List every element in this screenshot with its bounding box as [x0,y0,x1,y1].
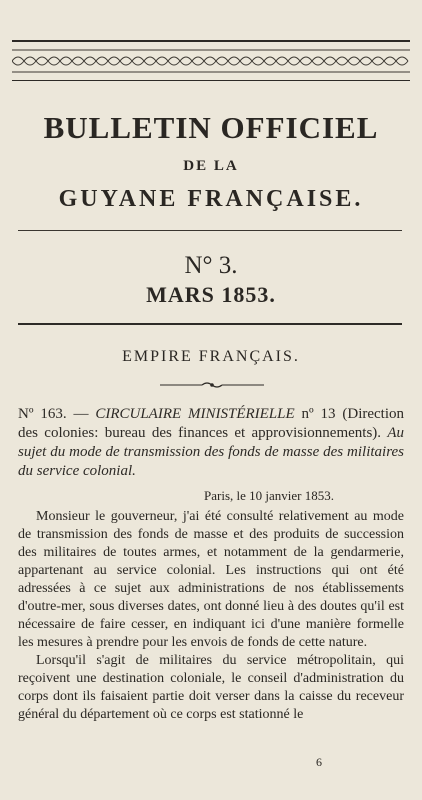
bulletin-title: BULLETIN OFFICIEL [43,110,379,145]
circular-number: Nº 163. — [18,406,89,422]
issue-date: MARS 1853. [146,282,276,307]
issue-number: N° 3. [184,252,238,279]
paragraph-2: Lorsqu'il s'agit de militaires du service métropolitain, qui reçoivent une destination coloniale, le conseil d'administration du corps dont ils faisaient partie doit verser dans la caisse du receveur général du département où ce corps est stationné le [18,653,404,722]
body-text [18,508,404,724]
flourish-divider-icon [160,379,264,391]
title-connector: DE LA [183,158,239,174]
place-date: Paris, le 10 janvier 1853. [204,488,334,503]
paragraph-1: Monsieur le gouverneur, j'ai été consulté relativement au mode de transmission des fonds de masse et des produits de succession des militaires de toutes armes, et notamment de la gendarmerie, appartenant au service colonial. Les instructions qui ont été adressées à ce sujet aux administrations de nos établissements d'outre-mer, sous diverses dates, ont donné lieu à des doutes qu'il est nécessaire de faire cesser, en indiquant ici d'une manière formelle les mesures à prendre pour les envois de fonds de cette nature. [18,509,404,650]
header-divider [18,230,402,231]
circular-title: CIRCULAIRE MINISTÉRIELLE [95,406,295,422]
colony-title: GUYANE FRANÇAISE. [58,186,364,212]
circular-subject: Au sujet du mode de transmission des fonds de masse des militaires du service colonial. [18,425,405,479]
ornamental-border [12,40,410,81]
section-heading: EMPIRE FRANÇAIS. [122,348,300,365]
page-number: 6 [316,755,322,769]
issue-divider [18,323,402,325]
circular-heading [18,405,404,481]
circular-subtitle: nº 13 (Direction des colonies: bureau des finances et approvisionnements). [18,406,405,441]
ornament-pattern-icon [12,42,410,80]
